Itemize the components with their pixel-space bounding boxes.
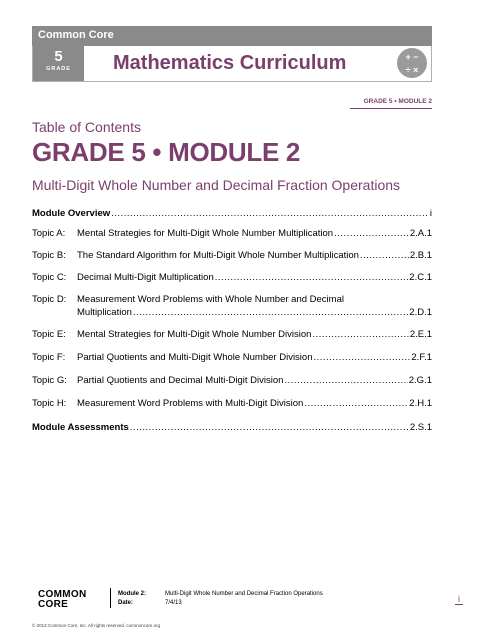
logo-line-2: CORE — [38, 599, 69, 610]
toc-entry-topic-c[interactable] — [32, 271, 432, 284]
topic-text: Decimal Multi-Digit Multiplication — [77, 272, 214, 283]
module-subtitle: Multi-Digit Whole Number and Decimal Fraction Operations — [32, 177, 401, 193]
math-operations-icon — [397, 48, 427, 78]
topic-text: Partial Quotients and Multi-Digit Whole Number Division — [77, 352, 313, 363]
footer-module-value: Multi-Digit Whole Number and Decimal Fraction Operations — [165, 591, 323, 597]
footer-module-label: Module 2: — [118, 591, 146, 597]
header-band — [32, 26, 432, 46]
toc-entry-topic-g[interactable] — [32, 374, 432, 387]
topic-text: Mental Strategies for Multi-Digit Whole Number Multiplication — [77, 228, 334, 239]
topic-label: Topic B: — [32, 250, 66, 261]
toc-label: Module Overview — [32, 208, 111, 219]
topic-label: Topic H: — [32, 398, 67, 409]
dot-leader — [130, 421, 409, 434]
topic-text: Measurement Word Problems with Multi-Digit Division — [77, 398, 304, 409]
footer-date-value: 7/4/13 — [165, 600, 182, 606]
footer-divider — [110, 588, 111, 608]
module-title: GRADE 5 • MODULE 2 — [32, 137, 301, 167]
logo-line-1: COMMON — [38, 589, 87, 600]
grade-badge — [33, 46, 84, 81]
copyright-notice: © 2013 Common Core, Inc. All rights reserved. commoncore.org — [32, 623, 161, 628]
dot-leader — [284, 374, 407, 387]
toc-page: 2.F.1 — [411, 352, 432, 363]
toc-entry-assessments[interactable] — [32, 421, 432, 434]
toc-heading: Table of Contents — [32, 119, 141, 135]
topic-text: Mental Strategies for Multi-Digit Whole Number Division — [77, 329, 312, 340]
topic-label: Topic D: — [32, 294, 67, 305]
topic-label: Topic E: — [32, 329, 66, 340]
toc-page: 2.G.1 — [408, 375, 432, 386]
toc-entry-topic-h[interactable] — [32, 397, 432, 410]
dot-leader — [312, 328, 408, 341]
dot-leader — [313, 351, 410, 364]
grade-word: GRADE — [46, 66, 71, 72]
footer-labels — [118, 590, 146, 608]
ops-row-1: + − — [405, 52, 419, 62]
dot-leader — [304, 397, 408, 410]
breadcrumb: GRADE 5 • MODULE 2 — [363, 98, 432, 105]
toc-page: 2.B.1 — [409, 250, 432, 261]
topic-text-line-2: Multiplication — [77, 307, 132, 318]
toc-entry-topic-a[interactable] — [32, 227, 432, 240]
footer-date-label: Date: — [118, 600, 134, 606]
topic-text-line-1: Measurement Word Problems with Whole Number and Decimal — [77, 294, 344, 305]
topic-label: Topic G: — [32, 375, 67, 386]
title-box — [32, 46, 432, 82]
curriculum-title: Mathematics Curriculum — [113, 52, 347, 74]
grade-number: 5 — [54, 48, 63, 65]
toc-entry-overview[interactable] — [32, 207, 432, 220]
dot-leader — [334, 227, 409, 240]
dot-leader — [360, 249, 409, 262]
page-number: i — [455, 594, 463, 605]
band-label: Common Core — [38, 29, 114, 41]
common-core-logo — [38, 590, 86, 610]
topic-text: Partial Quotients and Decimal Multi-Digit Division — [77, 375, 284, 386]
toc-entry-topic-f[interactable] — [32, 351, 432, 364]
topic-label: Topic A: — [32, 228, 66, 239]
toc-page: 2.C.1 — [409, 272, 432, 283]
toc-entry-topic-e[interactable] — [32, 328, 432, 341]
dot-leader — [215, 271, 409, 284]
dot-leader — [133, 306, 408, 319]
toc-page: 2.H.1 — [409, 398, 432, 409]
toc-page: 2.E.1 — [409, 329, 432, 340]
footer-values — [165, 590, 323, 608]
toc-page: i — [429, 208, 432, 219]
toc-page: 2.S.1 — [409, 422, 432, 433]
toc-label: Module Assessments — [32, 422, 129, 433]
toc-page: 2.A.1 — [409, 228, 432, 239]
toc-page: 2.D.1 — [409, 307, 432, 318]
topic-label: Topic F: — [32, 352, 66, 363]
topic-text: The Standard Algorithm for Multi-Digit Whole Number Multiplication — [77, 250, 359, 261]
breadcrumb-rule — [350, 108, 432, 109]
ops-row-2: ÷ × — [405, 65, 419, 75]
toc-entry-topic-d[interactable] — [32, 293, 432, 319]
topic-label: Topic C: — [32, 272, 67, 283]
dot-leader — [111, 207, 429, 220]
toc-entry-topic-b[interactable] — [32, 249, 432, 262]
